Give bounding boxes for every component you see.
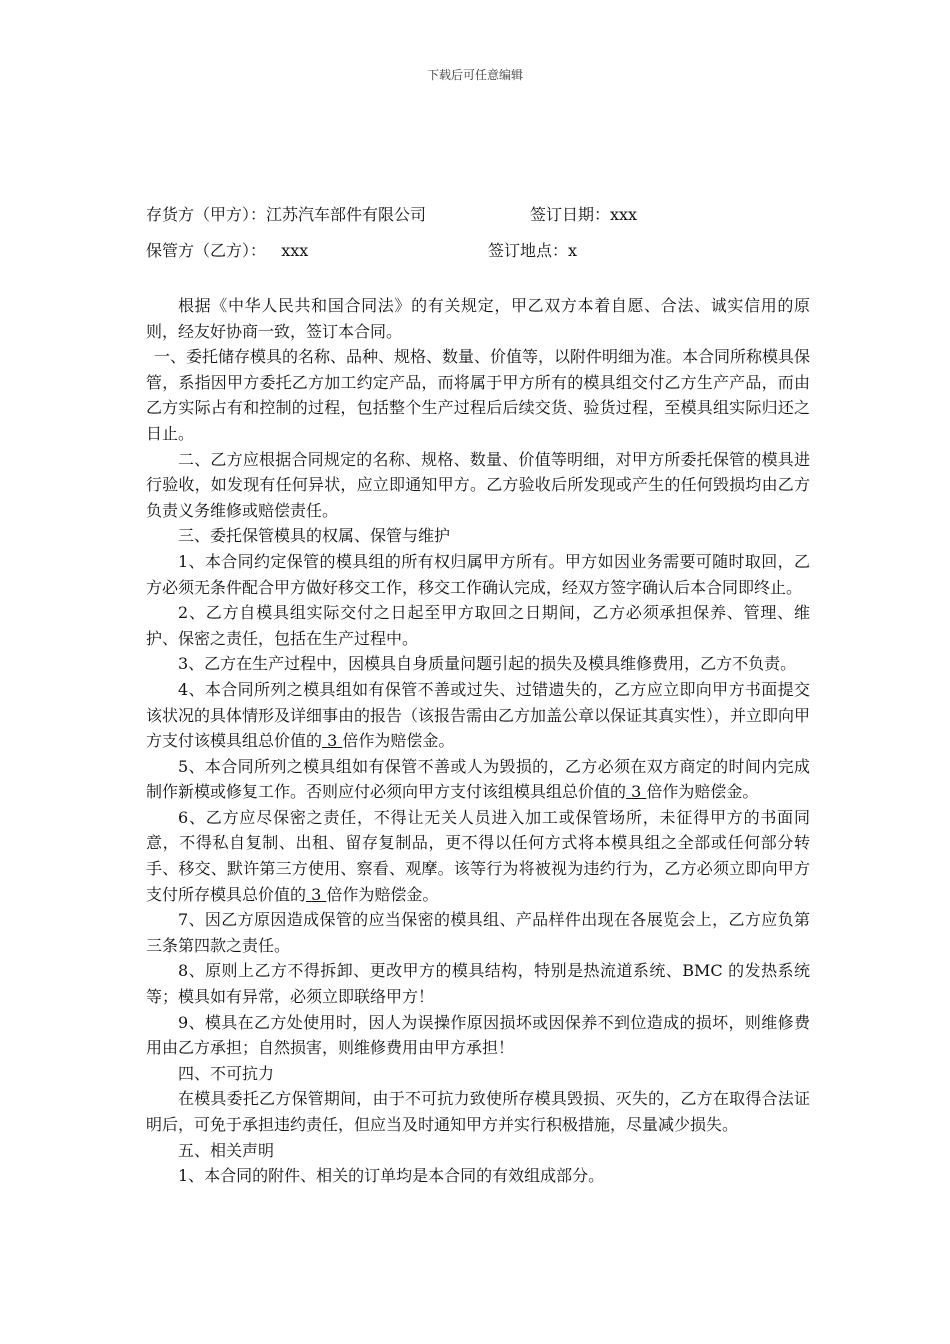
clause-3-4-tail: 倍作为赔偿金。 <box>342 731 455 751</box>
intro-paragraph: 根据《中华人民共和国合同法》的有关规定，甲乙双方本着自愿、合法、诚实信用的原则，经友好协商一致，签订本合同。 <box>146 296 810 341</box>
depositor-label: 存货方（甲方）：江苏汽车部件有限公司 <box>146 205 427 224</box>
clause-3-5-text: 5、本合同所列之模具组如有保管不善或人为毁损的，乙方必须在双方商定的时间内完成制作新模或修复工作。否则应付必须向甲方支付该组模具组总价值的 <box>146 756 810 802</box>
article-2: 二、乙方应根据合同规定的名称、规格、数量、价值等明细，对甲方所委托保管的模具进行验收，如发现有任何异状，应立即通知甲方。乙方验收后所发现或产生的任何毁损均由乙方负责义务维修或赔偿责任。 <box>146 449 810 520</box>
clause-3-5 <box>146 754 810 805</box>
party-row-custodian <box>146 238 578 261</box>
article-5-title: 五、相关声明 <box>178 1140 275 1160</box>
clause-3-8: 8、原则上乙方不得拆卸、更改甲方的模具结构，特别是热流道系统、BMC 的发热系统等；模具如有异常，必须立即联络甲方！ <box>146 961 810 1007</box>
article-3-title: 三、委托保管模具的权属、保管与维护 <box>178 526 451 546</box>
article-1: 一、委托储存模具的名称、品种、规格、数量、价值等，以附件明细为准。本合同所称模具保管，系指因甲方委托乙方加工约定产品，而将属于甲方所有的模具组交付乙方生产产品，而由乙方实际占有和控制的过程，包括整个生产过程后后续交货、验货过程，至模具组实际归还之日止。 <box>146 347 811 443</box>
multiplier-value: 3 <box>311 884 322 904</box>
clause-3-3: 3、乙方在生产过程中，因模具自身质量问题引起的损失及模具维修费用，乙方不负责。 <box>178 654 797 674</box>
sign-place: 签订地点：x <box>488 241 578 260</box>
article-4-title: 四、不可抗力 <box>178 1063 275 1083</box>
clause-3-5-tail: 倍作为赔偿金。 <box>646 782 759 802</box>
clause-3-6-text: 6、乙方应尽保密之责任，不得让无关人员进入加工或保管场所，未征得甲方的书面同意，不得私自复制、出租、留存复制品，更不得以任何方式将本模具组之全部或任何部分转手、移交、默许第三方使用、察看、观摩。该等行为将被视为违约行为，乙方必须立即向甲方支付所存模具总价值的 <box>146 807 810 904</box>
clause-3-6 <box>146 805 810 907</box>
contract-body <box>146 293 810 1189</box>
clause-3-4 <box>146 677 810 754</box>
multiplier-value: 3 <box>327 731 338 751</box>
party-row-depositor <box>146 202 638 225</box>
header-watermark: 下载后可任意编辑 <box>426 68 523 82</box>
clause-3-9: 9、模具在乙方处使用时，因人为误操作原因损坏或因保养不到位造成的损坏，则维修费用由乙方承担；自然损害，则维修费用由甲方承担！ <box>146 1012 810 1058</box>
clause-5-1: 1、本合同的附件、相关的订单均是本合同的有效组成部分。 <box>178 1166 605 1186</box>
clause-3-1: 1、本合同约定保管的模具组的所有权归属甲方所有。甲方如因业务需要可随时取回，乙方必须无条件配合甲方做好移交工作，移交工作确认完成，经双方签字确认后本合同即终止。 <box>146 551 810 597</box>
custodian-label: 保管方（乙方）： xxx <box>146 241 309 260</box>
article-4: 在模具委托乙方保管期间，由于不可抗力致使所存模具毁损、灭失的，乙方在取得合法证明后，可免于承担违约责任，但应当及时通知甲方并实行积极措施，尽量减少损失。 <box>146 1089 810 1134</box>
clause-3-4-text: 4、本合同所列之模具组如有保管不善或过失、过错遗失的，乙方应立即向甲方书面提交该状况的具体情形及详细事由的报告（该报告需由乙方加盖公章以保证其真实性），并立即向甲方支付该模具组总价值的 <box>146 679 811 751</box>
clause-3-6-tail: 倍作为赔偿金。 <box>326 884 439 904</box>
clause-3-2: 2、乙方自模具组实际交付之日起至甲方取回之日期间，乙方必须承担保养、管理、维护、保密之责任，包括在生产过程中。 <box>146 603 810 648</box>
multiplier-value: 3 <box>631 782 642 802</box>
sign-date: 签订日期：xxx <box>530 205 638 224</box>
clause-3-7: 7、因乙方原因造成保管的应当保密的模具组、产品样件出现在各展览会上，乙方应负第三条第四款之责任。 <box>146 910 810 955</box>
